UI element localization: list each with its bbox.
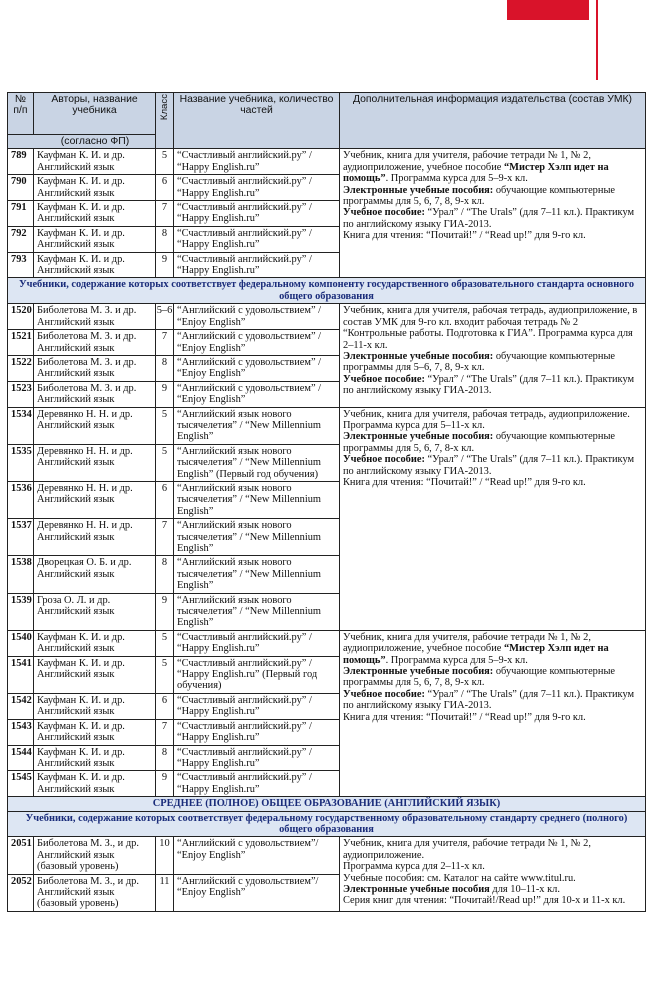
- row-title: “Счастливый английский.ру” / “Happy English.ru”: [174, 771, 340, 797]
- red-margin-line: [596, 0, 598, 80]
- row-author: Кауфман К. И. и др. Английский язык: [34, 719, 156, 745]
- row-num: 792: [8, 226, 34, 252]
- row-author: Биболетова М. З. и др. Английский язык: [34, 381, 156, 407]
- col-fp-header: (согласно ФП): [8, 135, 156, 149]
- textbook-table: [7, 92, 646, 912]
- row-num: 1542: [8, 693, 34, 719]
- row-num: 1536: [8, 481, 34, 518]
- row-num: 2052: [8, 874, 34, 911]
- row-author: Кауфман К. И. и др. Английский язык: [34, 175, 156, 201]
- row-num: 1520: [8, 304, 34, 330]
- row-class: 6: [156, 481, 174, 518]
- row-author: Кауфман К. И. и др. Английский язык: [34, 252, 156, 278]
- table-row: [8, 304, 646, 330]
- row-author: Биболетова М. З. и др. Английский язык: [34, 330, 156, 356]
- row-num: 1540: [8, 630, 34, 656]
- row-author: Кауфман К. И. и др. Английский язык: [34, 656, 156, 693]
- red-header-tab: [507, 0, 589, 20]
- row-title: “Счастливый английский.ру” / “Happy English.ru”: [174, 252, 340, 278]
- row-class: 5: [156, 149, 174, 175]
- row-num: 1522: [8, 355, 34, 381]
- row-class: 7: [156, 330, 174, 356]
- row-author: Кауфман К. И. и др. Английский язык: [34, 630, 156, 656]
- row-num: 789: [8, 149, 34, 175]
- row-class: 8: [156, 226, 174, 252]
- umk-info: Учебник, книга для учителя, рабочая тетрадь, аудиоприложение. Программа курса для 5–11-х кл. Электронные учебные пособия: обучающие компьютерные программы для 5, 6, 7, 8-х кл. Учебное пособие: “Урал” / “The Urals” (для 7–11 кл.). Практикум по английскому языку ГИА-2013. Книга для чтения: “Почитай!” / “Read up!” для 9-го кл.: [340, 407, 646, 630]
- row-class: 7: [156, 519, 174, 556]
- row-author: Биболетова М. З. и др. Английский язык: [34, 304, 156, 330]
- row-class: 9: [156, 593, 174, 630]
- table-row: [8, 630, 646, 656]
- row-class: 5: [156, 407, 174, 444]
- table-row: [8, 149, 646, 175]
- row-title: “Английский язык нового тысячелетия” / “New Millennium English”: [174, 593, 340, 630]
- umk-info: Учебник, книга для учителя, рабочие тетради № 1, № 2, аудиоприложение. Программа курса для 2–11-х кл. Учебные пособия: см. Каталог на сайте www.titul.ru. Электронные учебные пособия для 10–11-х кл. Серия книг для чтения: “Почитай!/Read up!” для 10-х и 11-х кл.: [340, 837, 646, 911]
- row-title: “Счастливый английский.ру” / “Happy English.ru”: [174, 201, 340, 227]
- row-class: 6: [156, 693, 174, 719]
- umk-info: Учебник, книга для учителя, рабочие тетради № 1, № 2, аудиоприложение, учебное пособие “Мистер Хэлп идет на помощь”. Программа курса для 5–9-х кл. Электронные учебные пособия: обучающие компьютерные программы для 5, 6, 7, 8, 9-х кл. Учебное пособие: “Урал” / “The Urals” (для 7–11 кл.). Практикум по английскому языку ГИА-2013. Книга для чтения: “Почитай!” / “Read up!” для 9-го кл.: [340, 630, 646, 796]
- row-title: “Английский язык нового тысячелетия” / “New Millennium English” (Первый год обучения): [174, 444, 340, 481]
- row-num: 1544: [8, 745, 34, 771]
- row-author: Деревянко Н. Н. и др. Английский язык: [34, 407, 156, 444]
- row-title: “Английский с удовольствием”/ “Enjoy English”: [174, 874, 340, 911]
- row-title: “Английский язык нового тысячелетия” / “New Millennium English”: [174, 556, 340, 593]
- row-title: “Английский с удовольствием” / “Enjoy English”: [174, 355, 340, 381]
- col-info-header: Дополнительная информация издательства (состав УМК): [340, 93, 646, 149]
- row-title: “Счастливый английский.ру” / “Happy English.ru”: [174, 175, 340, 201]
- row-title: “Счастливый английский.ру” / “Happy English.ru”: [174, 226, 340, 252]
- row-class: 7: [156, 719, 174, 745]
- row-num: 1538: [8, 556, 34, 593]
- row-author: Кауфман К. И. и др. Английский язык: [34, 201, 156, 227]
- row-class: 8: [156, 745, 174, 771]
- row-author: Гроза О. Л. и др. Английский язык: [34, 593, 156, 630]
- row-num: 1545: [8, 771, 34, 797]
- row-class: 5: [156, 444, 174, 481]
- row-author: Биболетова М. З., и др. Английский язык (базовый уровень): [34, 874, 156, 911]
- row-author: Кауфман К. И. и др. Английский язык: [34, 693, 156, 719]
- table-row: [8, 407, 646, 444]
- row-class: 8: [156, 556, 174, 593]
- row-title: “Счастливый английский.ру” / “Happy English.ru”: [174, 719, 340, 745]
- row-title: “Счастливый английский.ру” / “Happy English.ru”: [174, 745, 340, 771]
- row-class: 7: [156, 201, 174, 227]
- row-author: Дворецкая О. Б. и др. Английский язык: [34, 556, 156, 593]
- row-title: “Английский язык нового тысячелетия” / “New Millennium English”: [174, 519, 340, 556]
- row-class: 9: [156, 381, 174, 407]
- row-class: 11: [156, 874, 174, 911]
- row-author: Деревянко Н. Н. и др. Английский язык: [34, 444, 156, 481]
- row-num: 1537: [8, 519, 34, 556]
- section-heading: Учебники, содержание которых соответствует федеральному компоненту государственного образовательного стандарта основного общего образования: [8, 278, 646, 304]
- umk-info: Учебник, книга для учителя, рабочая тетрадь, аудиоприложение, в состав УМК для 9-го кл. входит рабочая тетрадь № 2 “Контрольные работы. Подготовка к ГИА”. Программа курса для 2–11-х кл. Электронные учебные пособия: обучающие компьютерные программы для 5–6, 7, 8, 9-х кл. Учебное пособие: “Урал” / “The Urals” (для 7–11 кл.). Практикум по английскому языку ГИА-2013.: [340, 304, 646, 407]
- row-class: 10: [156, 837, 174, 874]
- row-author: Деревянко Н. Н. и др. Английский язык: [34, 481, 156, 518]
- row-title: “Счастливый английский.ру” / “Happy English.ru” (Первый год обучения): [174, 656, 340, 693]
- row-title: “Счастливый английский.ру” / “Happy English.ru”: [174, 630, 340, 656]
- row-author: Деревянко Н. Н. и др. Английский язык: [34, 519, 156, 556]
- row-class: 6: [156, 175, 174, 201]
- row-num: 790: [8, 175, 34, 201]
- row-title: “Английский язык нового тысячелетия” / “New Millennium English”: [174, 407, 340, 444]
- row-author: Кауфман К. И. и др. Английский язык: [34, 771, 156, 797]
- row-num: 1521: [8, 330, 34, 356]
- row-title: “Английский с удовольствием” / “Enjoy English”: [174, 381, 340, 407]
- row-title: “Счастливый английский.ру” / “Happy English.ru”: [174, 149, 340, 175]
- row-class: 5: [156, 656, 174, 693]
- row-class: 9: [156, 252, 174, 278]
- row-author: Кауфман К. И. и др. Английский язык: [34, 149, 156, 175]
- row-class: 5: [156, 630, 174, 656]
- col-class-header: [156, 93, 174, 149]
- col-num-header: № п/п: [8, 93, 34, 135]
- table-row: [8, 837, 646, 874]
- row-title: “Английский язык нового тысячелетия” / “New Millennium English”: [174, 481, 340, 518]
- row-num: 1541: [8, 656, 34, 693]
- row-author: Биболетова М. З., и др. Английский язык (базовый уровень): [34, 837, 156, 874]
- col-class-label: Класс: [159, 94, 170, 121]
- row-title: “Английский с удовольствием” / “Enjoy English”: [174, 304, 340, 330]
- row-num: 791: [8, 201, 34, 227]
- row-title: “Английский с удовольствием”/ “Enjoy English”: [174, 837, 340, 874]
- col-title-header: Название учебника, количество частей: [174, 93, 340, 149]
- row-num: 793: [8, 252, 34, 278]
- row-num: 2051: [8, 837, 34, 874]
- umk-info: Учебник, книга для учителя, рабочие тетради № 1, № 2, аудиоприложение, учебное пособие “Мистер Хэлп идет на помощь”. Программа курса для 5–9-х кл. Электронные учебные пособия: обучающие компьютерные программы для 5, 6, 7, 8, 9-х кл. Учебное пособие: “Урал” / “The Urals” (для 7–11 кл.). Практикум по английскому языку ГИА-2013. Книга для чтения: “Почитай!” / “Read up!” для 9-го кл.: [340, 149, 646, 278]
- row-title: “Счастливый английский.ру” / “Happy English.ru”: [174, 693, 340, 719]
- row-author: Биболетова М. З. и др. Английский язык: [34, 355, 156, 381]
- row-num: 1535: [8, 444, 34, 481]
- row-num: 1539: [8, 593, 34, 630]
- row-num: 1523: [8, 381, 34, 407]
- row-author: Кауфман К. И. и др. Английский язык: [34, 226, 156, 252]
- row-num: 1543: [8, 719, 34, 745]
- row-class: 8: [156, 355, 174, 381]
- section-heading-secondary: СРЕДНЕЕ (ПОЛНОЕ) ОБЩЕЕ ОБРАЗОВАНИЕ (АНГЛИЙСКИЙ ЯЗЫК): [8, 797, 646, 811]
- row-class: 9: [156, 771, 174, 797]
- row-num: 1534: [8, 407, 34, 444]
- row-class: 5–6: [156, 304, 174, 330]
- col-authors-label: Авторы, название учебника: [51, 94, 138, 117]
- col-authors-header: [34, 93, 156, 135]
- section-heading: Учебники, содержание которых соответствует федеральному государственному образовательному стандарту среднего (полного) общего образования: [8, 811, 646, 837]
- row-author: Кауфман К. И. и др. Английский язык: [34, 745, 156, 771]
- row-title: “Английский с удовольствием” / “Enjoy English”: [174, 330, 340, 356]
